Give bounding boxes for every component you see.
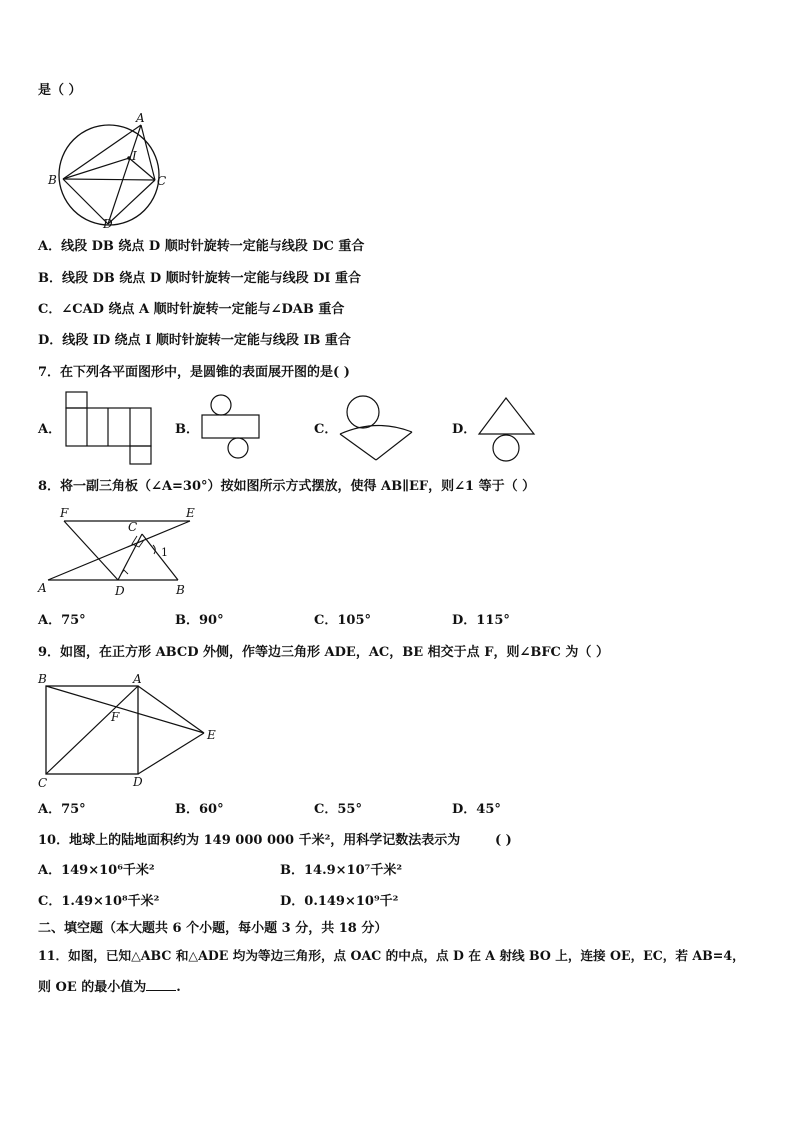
q11-line-1: 11．如图，已知△ABC 和△ADE 均为等边三角形，点 OAC 的中点，点 D 在 A 射线 BO 上，连接 OE，EC，若 AB=4， (38, 948, 745, 963)
q6-option-d: D．线段 ID 绕点 I 顺时针旋转一定能与线段 IB 重合 (38, 333, 351, 348)
q9-stem: 9．如图，在正方形 ABCD 外侧，作等边三角形 ADE，AC，BE 相交于点 F，则∠BFC 为（ ） (38, 645, 609, 660)
q7-figure-c (336, 394, 416, 464)
q11-line-2 (38, 978, 181, 997)
q10-stem: 10．地球上的陆地面积约为 149 000 000 千米²，用科学记数法表示为 (38, 833, 461, 848)
q7-option-a-letter: A． (38, 422, 62, 437)
section-2-title: 二、填空题（本大题共 6 个小题，每小题 3 分，共 18 分） (38, 921, 388, 936)
q6-label-c: C (157, 174, 167, 188)
q6-label-b: B (48, 173, 57, 187)
q9-option-a: A．75° (38, 802, 86, 817)
q8-label-b: B (176, 583, 185, 597)
q8-option-a: A．75° (38, 613, 86, 628)
q6-figure (44, 108, 174, 233)
q10-option-a: A．149×10⁶千米² (38, 863, 155, 878)
q9-option-c: C．55° (314, 802, 362, 817)
q7-option-c-letter: C． (314, 422, 338, 437)
q10-answer-paren: ( ) (495, 833, 512, 848)
q10-option-d: D．0.149×10⁹千² (280, 894, 399, 909)
q8-label-e: E (186, 506, 195, 520)
q9-label-a: A (133, 672, 142, 686)
q9-label-f: F (111, 710, 120, 724)
q9-figure (36, 670, 226, 792)
q9-label-b: B (38, 672, 47, 686)
q6-label-d: D (103, 217, 113, 231)
q6-option-c: C．∠CAD 绕点 A 顺时针旋转一定能与∠DAB 重合 (38, 302, 345, 317)
q10-option-c: C．1.49×10⁸千米² (38, 894, 160, 909)
q7-figure-b (198, 394, 263, 464)
q8-option-c: C．105° (314, 613, 371, 628)
q8-label-angle-1: 1 (161, 546, 168, 559)
q11-line-2-text: 则 OE 的最小值为 (38, 980, 147, 995)
q7-stem: 7．在下列各平面图形中，是圆锥的表面展开图的是( ) (38, 365, 350, 380)
q8-label-c: C (128, 520, 138, 534)
q7-figure-a (62, 390, 157, 468)
q8-option-d: D．115° (452, 613, 510, 628)
q11-answer-blank[interactable] (146, 978, 176, 991)
q7-figure-d (474, 396, 539, 464)
q9-label-c: C (38, 776, 48, 790)
q6-option-a: A．线段 DB 绕点 D 顺时针旋转一定能与线段 DC 重合 (38, 239, 365, 254)
q7-option-d-letter: D． (452, 422, 477, 437)
q8-stem: 8．将一副三角板（∠A=30°）按如图所示方式摆放，使得 AB∥EF，则∠1 等于（ ） (38, 479, 536, 494)
q8-label-f: F (60, 506, 69, 520)
q8-label-a: A (38, 581, 47, 595)
q9-label-e: E (207, 728, 216, 742)
q8-figure (36, 504, 206, 599)
q6-option-b: B．线段 DB 绕点 D 顺时针旋转一定能与线段 DI 重合 (38, 271, 362, 286)
q6-stem-tail: 是（ ） (38, 83, 82, 98)
q7-option-b-letter: B． (175, 422, 199, 437)
q8-label-d: D (115, 584, 125, 598)
q9-label-d: D (133, 775, 143, 789)
q6-label-i: I (132, 149, 137, 163)
q8-option-b: B．90° (175, 613, 224, 628)
q9-option-d: D．45° (452, 802, 501, 817)
q9-option-b: B．60° (175, 802, 224, 817)
q6-label-a: A (136, 111, 145, 125)
q11-line-2-end: . (176, 980, 181, 995)
q10-option-b: B．14.9×10⁷千米² (280, 863, 403, 878)
